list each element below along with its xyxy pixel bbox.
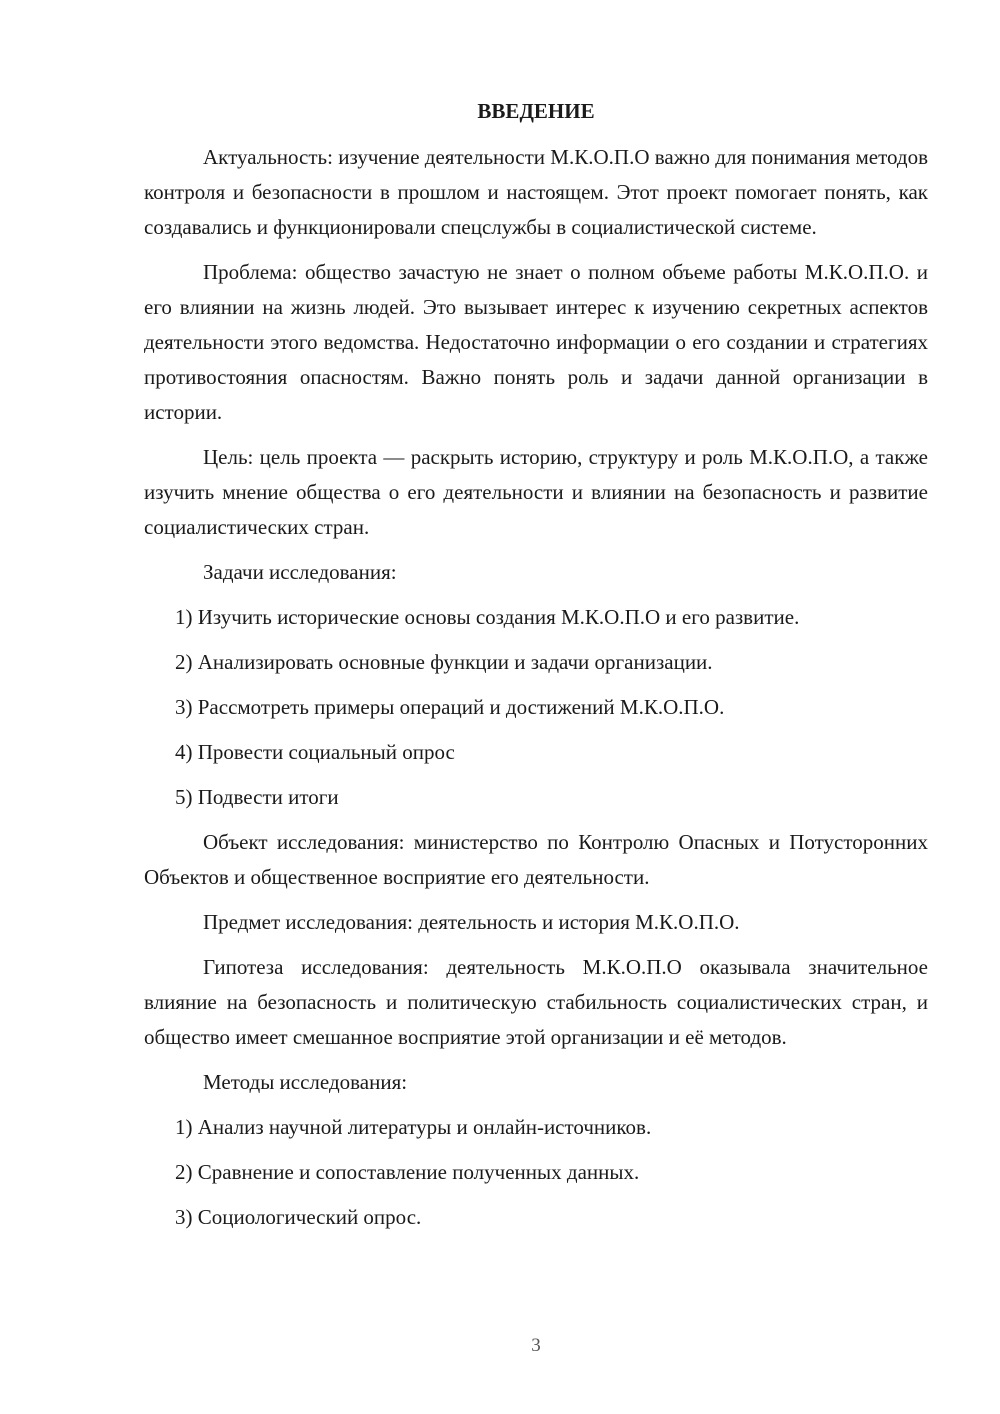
hypothesis-paragraph: Гипотеза исследования: деятельность М.К.О.П.О оказывала значительное влияние на безопасность и политическую стабильность социалистических стран, и общество имеет смешанное восприятие этой организации и её методов. xyxy=(144,955,928,1049)
goal-paragraph: Цель: цель проекта — раскрыть историю, структуру и роль М.К.О.П.О, а также изучить мнение общества о его деятельности и влиянии на безопасность и развитие социалистических стран. xyxy=(144,445,928,539)
method-item: 2) Сравнение и сопоставление полученных данных. xyxy=(175,1160,640,1184)
task-item: 2) Анализировать основные функции и задачи организации. xyxy=(175,650,713,674)
tasks-heading: Задачи исследования: xyxy=(203,560,397,584)
tasks-list xyxy=(144,600,928,815)
page-number: 3 xyxy=(531,1335,541,1356)
subject-paragraph: Предмет исследования: деятельность и история М.К.О.П.О. xyxy=(203,910,740,934)
methods-heading: Методы исследования: xyxy=(203,1070,408,1094)
relevance-paragraph: Актуальность: изучение деятельности М.К.О.П.О важно для понимания методов контроля и безопасности в прошлом и настоящем. Этот проект помогает понять, как создавались и функционировали спецслужбы в социалистической системе. xyxy=(144,145,928,239)
object-paragraph: Объект исследования: министерство по Контролю Опасных и Потусторонних Объектов и общественное восприятие его деятельности. xyxy=(144,830,928,889)
task-item: 4) Провести социальный опрос xyxy=(175,740,455,764)
problem-paragraph: Проблема: общество зачастую не знает о полном объеме работы М.К.О.П.О. и его влиянии на жизнь людей. Это вызывает интерес к изучению секретных аспектов деятельности этого ведомства. Недостаточно информации о его создании и стратегиях противостояния опасностям. Важно понять роль и задачи данной организации в истории. xyxy=(144,260,928,424)
page-content xyxy=(144,94,928,1245)
task-item: 5) Подвести итоги xyxy=(175,785,339,809)
task-item: 1) Изучить исторические основы создания М.К.О.П.О и его развитие. xyxy=(175,605,800,629)
method-item: 1) Анализ научной литературы и онлайн-источников. xyxy=(175,1115,652,1139)
task-item: 3) Рассмотреть примеры операций и достижений М.К.О.П.О. xyxy=(175,695,725,719)
methods-list xyxy=(144,1110,928,1235)
method-item: 3) Социологический опрос. xyxy=(175,1205,422,1229)
page-title: ВВЕДЕНИЕ xyxy=(477,99,595,123)
